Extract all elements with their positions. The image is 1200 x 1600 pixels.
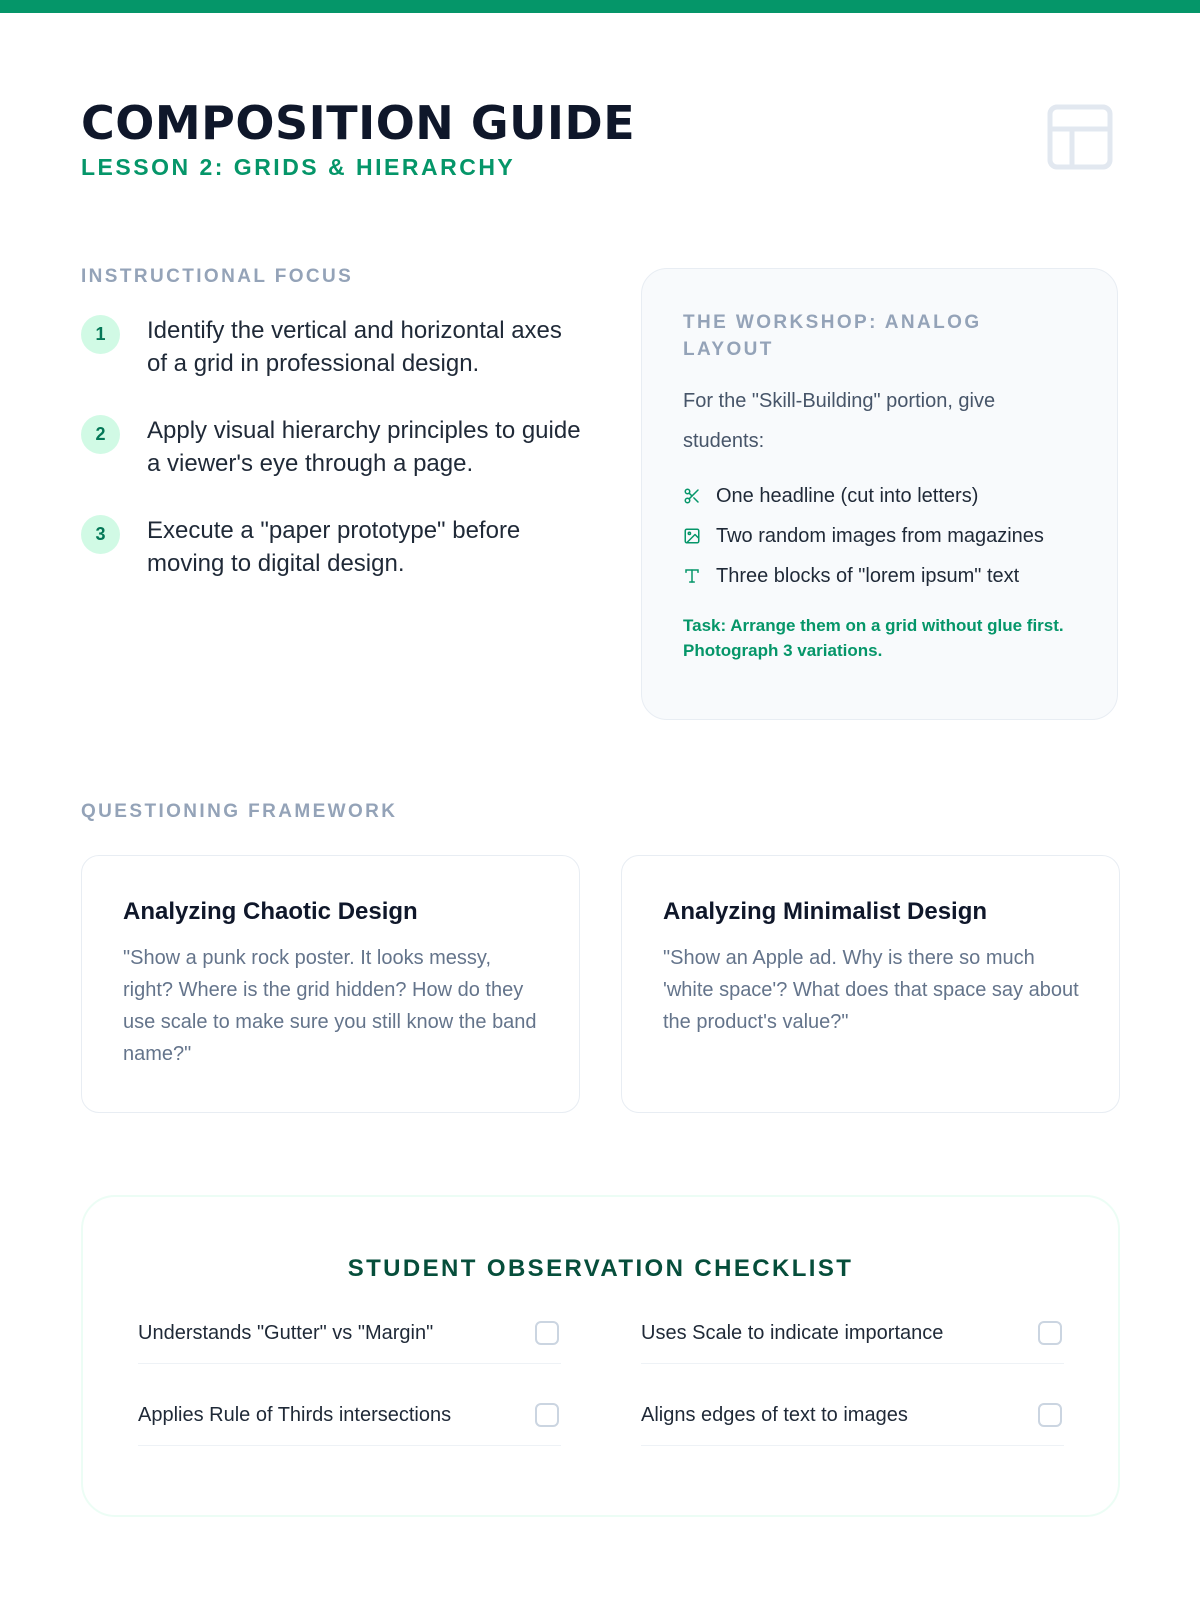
checklist-item bbox=[138, 1385, 561, 1446]
instructional-focus-label: INSTRUCTIONAL FOCUS bbox=[81, 266, 354, 287]
checklist-title: STUDENT OBSERVATION CHECKLIST bbox=[347, 1255, 854, 1282]
question-card-body: "Show a punk rock poster. It looks messy, right? Where is the grid hidden? How do they use scale to make sure you still know the band name?" bbox=[123, 947, 537, 1065]
observation-checklist bbox=[81, 1195, 1120, 1517]
focus-item bbox=[81, 314, 581, 380]
supply-text: Three blocks of "lorem ipsum" text bbox=[716, 564, 1020, 587]
checkbox[interactable] bbox=[535, 1321, 559, 1345]
page-title: COMPOSITION GUIDE bbox=[81, 96, 636, 150]
checklist-item bbox=[641, 1303, 1064, 1364]
workshop-task: Task: Arrange them on a grid without glue first. Photograph 3 variations. bbox=[683, 616, 1064, 660]
question-card-chaotic bbox=[81, 855, 580, 1113]
checklist-item-label: Uses Scale to indicate importance bbox=[641, 1321, 944, 1344]
supply-text: Two random images from magazines bbox=[716, 524, 1044, 547]
supply-item bbox=[683, 476, 1077, 516]
supply-text: One headline (cut into letters) bbox=[716, 484, 979, 507]
checkbox[interactable] bbox=[1038, 1403, 1062, 1427]
workshop-card bbox=[641, 268, 1118, 720]
layout-icon bbox=[1047, 104, 1113, 170]
number-badge: 2 bbox=[81, 415, 120, 454]
question-card-title: Analyzing Chaotic Design bbox=[123, 898, 418, 925]
focus-text: Identify the vertical and horizontal axes of a grid in professional design. bbox=[147, 317, 562, 377]
workshop-description: For the "Skill-Building" portion, give students: bbox=[683, 390, 996, 452]
checklist-item-label: Applies Rule of Thirds intersections bbox=[138, 1403, 452, 1426]
focus-item bbox=[81, 414, 581, 480]
questioning-framework-label: QUESTIONING FRAMEWORK bbox=[81, 801, 398, 822]
question-card-title: Analyzing Minimalist Design bbox=[663, 898, 988, 925]
supply-item bbox=[683, 556, 1077, 596]
supply-item bbox=[683, 516, 1077, 556]
checklist-item bbox=[138, 1303, 561, 1364]
lesson-subtitle: LESSON 2: GRIDS & HIERARCHY bbox=[81, 154, 516, 180]
page-header bbox=[81, 96, 1121, 186]
checklist-item-label: Aligns edges of text to images bbox=[641, 1403, 908, 1426]
number-badge: 1 bbox=[81, 315, 120, 354]
focus-item bbox=[81, 514, 581, 580]
focus-list bbox=[81, 314, 581, 580]
checkbox[interactable] bbox=[535, 1403, 559, 1427]
image-icon bbox=[683, 527, 701, 545]
workshop-label: THE WORKSHOP: ANALOG LAYOUT bbox=[683, 312, 982, 360]
supplies-list bbox=[683, 476, 1077, 596]
top-accent-bar bbox=[0, 0, 1200, 13]
focus-text: Execute a "paper prototype" before moving to digital design. bbox=[147, 517, 521, 577]
question-card-minimalist bbox=[621, 855, 1120, 1113]
instructional-focus bbox=[81, 266, 581, 614]
number-badge: 3 bbox=[81, 515, 120, 554]
checkbox[interactable] bbox=[1038, 1321, 1062, 1345]
focus-text: Apply visual hierarchy principles to guide a viewer's eye through a page. bbox=[147, 417, 581, 477]
checklist-item-label: Understands "Gutter" vs "Margin" bbox=[138, 1321, 434, 1344]
scissors-icon bbox=[683, 487, 701, 505]
type-icon bbox=[683, 567, 701, 585]
question-card-body: "Show an Apple ad. Why is there so much 'white space'? What does that space say about the product's value?" bbox=[663, 947, 1079, 1033]
checklist-item bbox=[641, 1385, 1064, 1446]
